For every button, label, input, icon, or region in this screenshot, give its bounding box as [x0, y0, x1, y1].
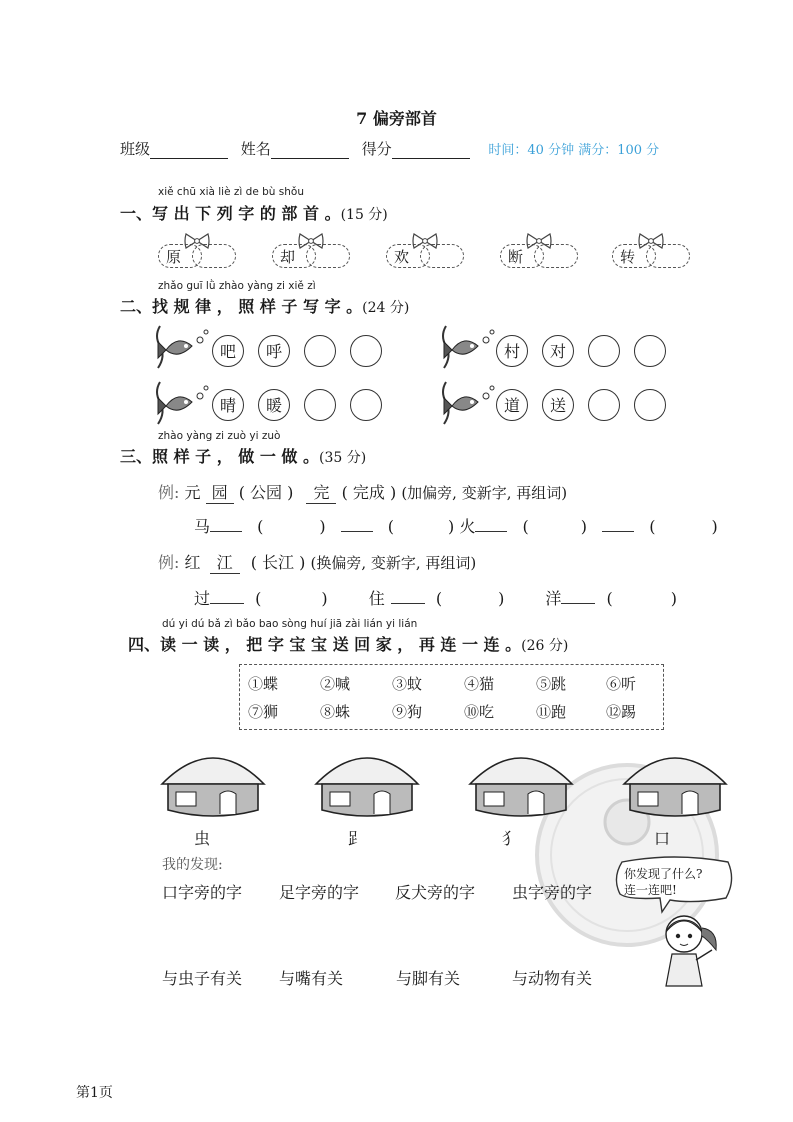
- bubble-line2: 连一连吧!: [624, 883, 677, 897]
- exercise-row2: [194, 586, 677, 609]
- bow-icon: [526, 232, 552, 250]
- paren-open: (: [606, 589, 613, 608]
- section4-pinyin: dú yi dú bǎ zì bǎo bao sòng huí jiā zài lián yi lián: [162, 618, 418, 630]
- section1-heading: [120, 201, 388, 224]
- word-item[interactable]: ①蝶: [248, 675, 279, 693]
- fish-seaweed-icon: [152, 378, 212, 428]
- relation-item[interactable]: 与脚有关: [396, 969, 461, 988]
- paren-open: (: [257, 517, 264, 536]
- section2-score: (24 分): [362, 300, 410, 316]
- bubble-char: 晴: [212, 389, 244, 421]
- answer-blank[interactable]: [341, 531, 373, 532]
- discovery-item[interactable]: 口字旁的字: [162, 883, 243, 902]
- paren-close: ): [580, 517, 587, 536]
- discovery-item[interactable]: 足字旁的字: [279, 883, 360, 902]
- example1-line: [158, 480, 567, 504]
- student-info-row: [120, 138, 659, 159]
- example1-answer: 园: [206, 480, 234, 504]
- exercise-char: 过: [194, 589, 211, 608]
- paren-close: ): [498, 589, 505, 608]
- score-label: 得分: [361, 140, 392, 158]
- bow-icon: [638, 232, 664, 250]
- paren-open: (: [435, 589, 443, 608]
- class-blank[interactable]: [150, 144, 228, 159]
- bow-item[interactable]: [158, 244, 238, 270]
- answer-blank[interactable]: [210, 531, 242, 532]
- bubble-blank[interactable]: [634, 389, 666, 421]
- bubble-blank[interactable]: [634, 335, 666, 367]
- section1-pinyin: xiě chū xià liè zì de bù shǒu: [158, 186, 304, 198]
- fish-seaweed-icon: [438, 322, 498, 372]
- bow-item[interactable]: [500, 244, 580, 270]
- paren-open: (: [522, 517, 529, 536]
- house-icon: [312, 740, 422, 822]
- section2-title: 二、找 规 律 ， 照 样 子 写 字 。: [120, 297, 363, 316]
- word-item[interactable]: ⑥听: [606, 675, 637, 693]
- answer-blank[interactable]: [391, 603, 425, 604]
- house-root-label: 口: [654, 829, 671, 848]
- section3-pinyin: zhào yàng zi zuò yi zuò: [158, 430, 281, 442]
- word-item[interactable]: ②喊: [320, 675, 351, 693]
- example1-phrase: ( 公园 ): [238, 483, 294, 502]
- bubble-char: 对: [542, 335, 574, 367]
- example1-word: 元: [184, 483, 201, 502]
- word-item[interactable]: ⑨狗: [392, 703, 423, 721]
- house-root-label: 虫: [194, 829, 211, 848]
- example1-phrase2: ( 完成 ): [341, 483, 397, 502]
- speech-bubble-text: [624, 866, 702, 898]
- class-label: 班级: [120, 140, 151, 158]
- paren-close: ): [711, 517, 718, 536]
- paren-close: ): [321, 589, 328, 608]
- house-root-label: 犭: [502, 829, 519, 848]
- section1-score: (15 分): [340, 207, 388, 223]
- relation-item[interactable]: 与嘴有关: [279, 969, 344, 988]
- house-icon: [158, 740, 268, 822]
- bubble-blank[interactable]: [350, 389, 382, 421]
- section2-pinyin: zhǎo guī lǜ zhào yàng zi xiě zì: [158, 280, 316, 292]
- discovery-label: 我的发现:: [162, 857, 223, 873]
- answer-blank[interactable]: [602, 531, 634, 532]
- girl-illustration-icon: [650, 910, 728, 990]
- example2-phrase: ( 长江 ): [250, 553, 306, 572]
- bubble-char: 呼: [258, 335, 290, 367]
- bubble-char: 村: [496, 335, 528, 367]
- paren-close: ): [670, 589, 678, 608]
- bubble-char: 送: [542, 389, 574, 421]
- word-item[interactable]: ⑧蛛: [320, 703, 351, 721]
- exercise-char: 火: [459, 517, 476, 536]
- exercise-char: 洋: [545, 589, 562, 608]
- answer-blank[interactable]: [561, 603, 595, 604]
- page-number: 第1页: [76, 1085, 113, 1101]
- time-info: 时间：40 分钟 满分：100 分: [488, 143, 660, 158]
- relation-item[interactable]: 与动物有关: [512, 969, 593, 988]
- paren-open: (: [387, 517, 395, 536]
- example1-label: 例:: [158, 483, 180, 502]
- bubble-line1: 你发现了什么?: [624, 867, 703, 881]
- answer-blank[interactable]: [475, 531, 507, 532]
- score-blank[interactable]: [392, 144, 470, 159]
- bow-char: 断: [508, 248, 524, 266]
- example2-word: 红: [184, 553, 201, 572]
- paren-close: ): [319, 517, 326, 536]
- fish-seaweed-icon: [438, 378, 498, 428]
- bow-icon: [184, 232, 210, 250]
- bubble-blank[interactable]: [588, 389, 620, 421]
- relation-item[interactable]: 与虫子有关: [162, 969, 243, 988]
- bow-icon: [412, 232, 438, 250]
- name-label: 姓名: [240, 140, 271, 158]
- bubble-blank[interactable]: [304, 389, 336, 421]
- word-item[interactable]: ⑩吃: [464, 703, 495, 721]
- section1-title: 一、写 出 下 列 字 的 部 首 。: [120, 204, 341, 223]
- exercise-row1: [194, 514, 718, 537]
- bow-char: 原: [166, 248, 182, 266]
- bubble-char: 吧: [212, 335, 244, 367]
- example2-answer: 江: [210, 550, 240, 574]
- word-item[interactable]: ⑪跑: [536, 703, 567, 721]
- house-root-label: 𧾷: [348, 829, 365, 848]
- word-item[interactable]: ③蚊: [392, 675, 423, 693]
- discovery-item[interactable]: 虫字旁的字: [512, 883, 593, 902]
- word-item[interactable]: ⑫踢: [606, 703, 637, 721]
- word-box: [239, 664, 664, 730]
- example2-note: (换偏旁, 变新字, 再组词): [310, 554, 477, 572]
- bubble-char: 暖: [258, 389, 290, 421]
- paren-open: (: [649, 517, 656, 536]
- bubble-blank[interactable]: [588, 335, 620, 367]
- section2-heading: [120, 294, 409, 317]
- house-icon: [466, 740, 576, 822]
- discovery-item[interactable]: 反犬旁的字: [395, 883, 476, 902]
- bow-icon: [298, 232, 324, 250]
- bubble-blank[interactable]: [304, 335, 336, 367]
- example1-note: (加偏旁, 变新字, 再组词): [401, 484, 568, 502]
- section4-heading: [128, 632, 568, 655]
- bubble-blank[interactable]: [350, 335, 382, 367]
- word-item[interactable]: ⑦狮: [248, 703, 279, 721]
- paren-open: (: [255, 589, 262, 608]
- page-title: 7 偏旁部首: [356, 109, 437, 128]
- exercise-char: 住: [368, 589, 385, 608]
- section4-score: (26 分): [521, 638, 569, 654]
- example1-answer2: 完: [306, 480, 336, 504]
- example2-label: 例:: [158, 553, 180, 572]
- fish-seaweed-icon: [152, 322, 212, 372]
- bow-char: 转: [620, 248, 636, 266]
- answer-blank[interactable]: [210, 603, 244, 604]
- bow-item[interactable]: [272, 244, 352, 270]
- bow-item[interactable]: [612, 244, 692, 270]
- bubble-char: 道: [496, 389, 528, 421]
- section3-title: 三、照 样 子 ， 做 一 做 。: [120, 447, 319, 466]
- example2-line: [158, 550, 476, 574]
- house-icon: [620, 740, 730, 822]
- word-item[interactable]: ⑤跳: [536, 675, 567, 693]
- name-blank[interactable]: [271, 144, 349, 159]
- word-item[interactable]: ④猫: [464, 675, 495, 693]
- section4-title: 四、读 一 读 ， 把 字 宝 宝 送 回 家 ， 再 连 一 连 。: [128, 635, 522, 654]
- bow-item[interactable]: [386, 244, 466, 270]
- exercise-char: 马: [194, 517, 211, 536]
- section3-score: (35 分): [319, 450, 367, 466]
- bow-char: 欢: [394, 248, 410, 266]
- section3-heading: [120, 444, 366, 467]
- paren-close: ): [448, 517, 455, 536]
- bow-char: 却: [280, 248, 296, 266]
